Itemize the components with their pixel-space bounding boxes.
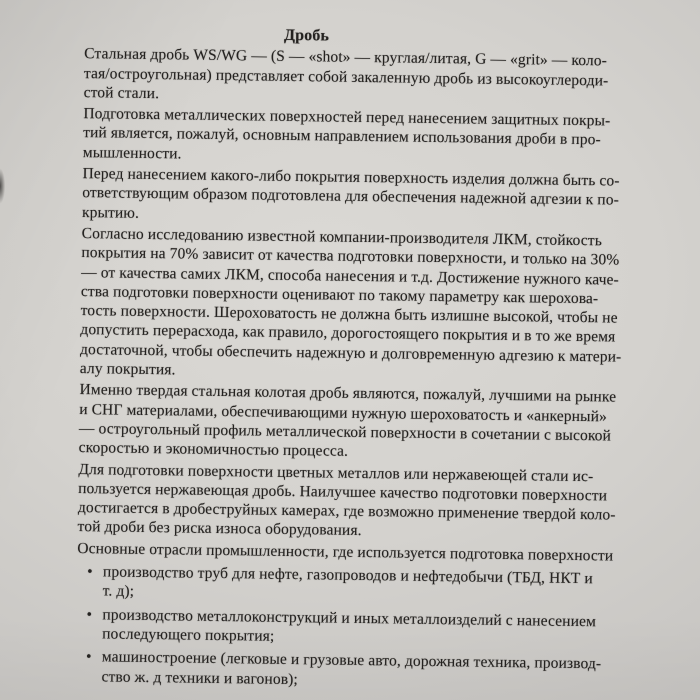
- list-item-text: производство металлоконструкций и иных металлоизделий с нанесением последующего покрытия;: [102, 605, 597, 645]
- list-item-machinery: [75, 647, 641, 693]
- paragraph-lkm-research: Согласно исследованию известной компании-производителя ЛКМ, стойкость покрытия на 70% зависит от качества подготовки поверхности, и только на 30% — от качества самих ЛКМ, способа нанесения и т.д. Достижение нужного каче- ства подготовки поверхности оценивают по такому параметру как шерохова- тость поверхности. Шероховатость не должна быть излишне высокой, чтобы не допустить перерасхода, как правило, дорогостоящего покрытия и в то же время достаточной, чтобы обеспечить надежную и долговременную адгезию к матери- алу покрытия.: [79, 225, 622, 379]
- list-item-text: производство труб для нефте, газопроводов и нефтедобычи (ТБД, НКТ и т. д);: [102, 563, 593, 601]
- paragraph-coating-adhesion: Перед нанесением какого-либо покрытия поверхность изделия должна быть со- ответствующим образом подготовлена для обеспечения надежной адгезии к по- крытию.: [81, 165, 620, 222]
- list-item-pipes: [77, 562, 643, 608]
- document-text-block: [75, 23, 650, 694]
- bullet-icon: •: [85, 648, 92, 666]
- paragraph-hard-grit-benefits: Именно твердая стальная колотая дробь являются, пожалуй, лучшими на рынке и СНГ материалами, обеспечивающими нужную шероховатость и «анкерный» — остроугольный профиль металлической поверхности в сочетании с высокой скоростью и экономичностью процесса.: [78, 381, 617, 461]
- bullet-icon: •: [87, 563, 93, 581]
- list-item-text: машиностроение (легковые и грузовые авто, дорожная техника, производ- ство ж. д техники и вагонов);: [101, 648, 602, 688]
- document-title: Дробь: [283, 26, 330, 45]
- paragraph-industries-intro: Основные отрасли промышленности, где используется подготовка поверхности: [77, 539, 614, 565]
- photo-artifact-left-edge: [0, 162, 7, 210]
- paragraph-stainless-shot: Для подготовки поверхности цветных металлов или нержавеющей стали ис- пользуется нержавеющая дробь. Наилучшее качество подготовки поверхности достигается в дробеструйных камерах, где возможно применение твердой коло- той дроби без риска износа оборудования.: [77, 460, 616, 540]
- paragraph-surface-preparation-use: Подготовка металлических поверхностей перед нанесением защитных покры- тий является, пожалуй, основным направлением использования дроби в про- мышленности.: [82, 105, 611, 163]
- paragraph-steel-shot-definition: Стальная дробь WS/WG — (S — «shot» — круглая/литая, G — «grit» — коло- тая/остроугольная) представляет собой закаленную дробь из высокоуглероди- стой стали.: [83, 45, 609, 103]
- list-item-metal-structures: [76, 605, 642, 651]
- bullet-icon: •: [86, 605, 93, 623]
